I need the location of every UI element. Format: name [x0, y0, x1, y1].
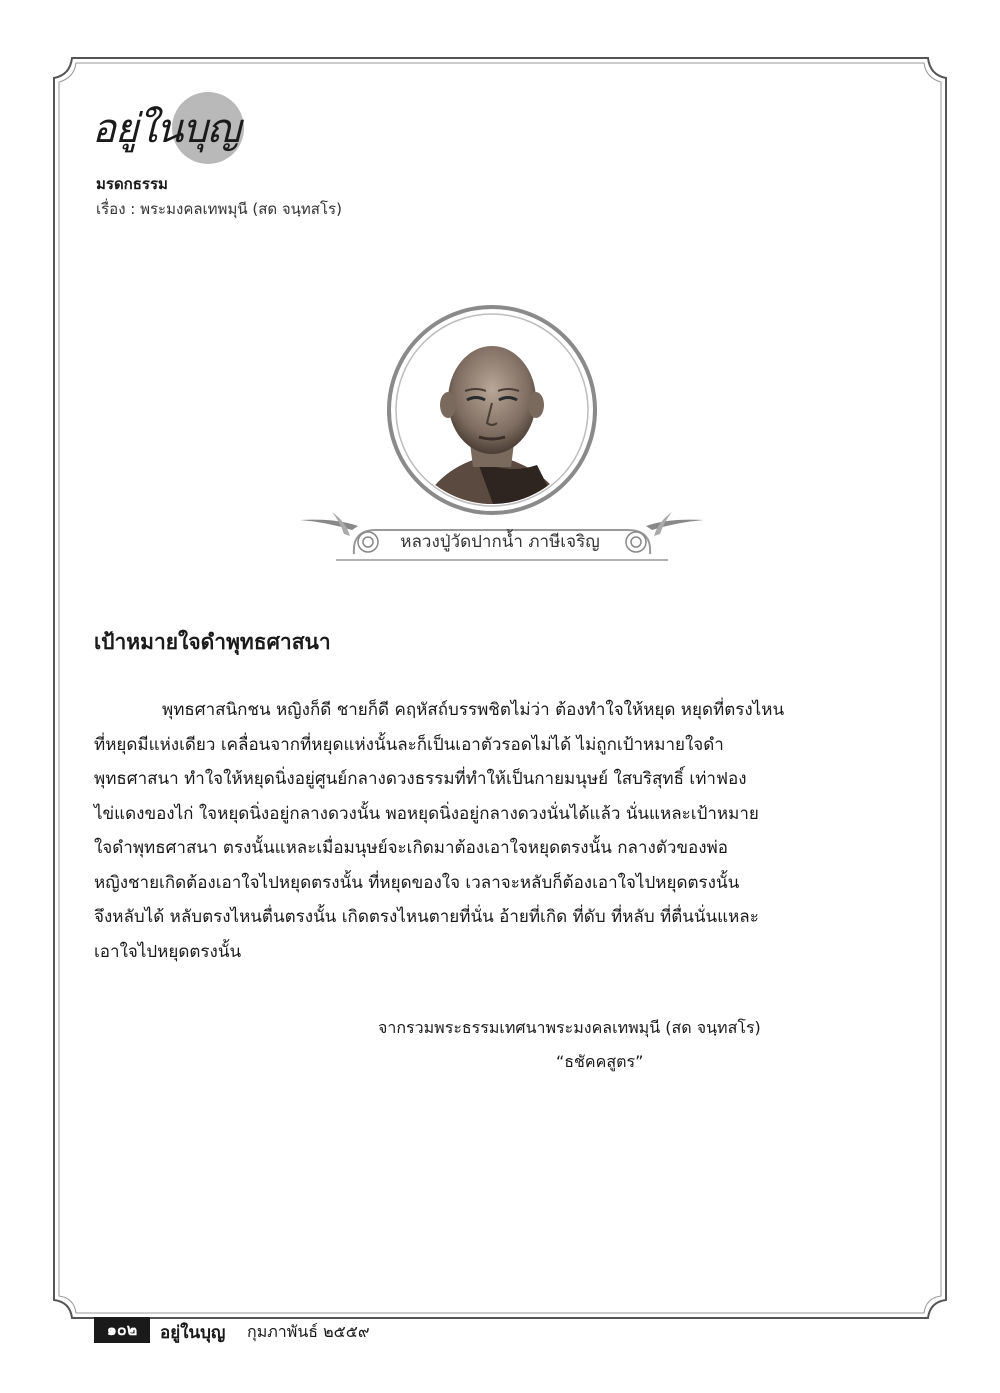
- portrait-caption: หลวงปู่วัดปากน้ำ ภาษีเจริญ: [400, 532, 600, 552]
- magazine-logo: อยู่ในบุญ: [92, 106, 240, 152]
- monk-portrait: [387, 305, 597, 515]
- section-label: มรดกธรรม: [96, 175, 168, 193]
- source-reference: จากรวมพระธรรมเทศนาพระมงคลเทพมุนี (สด จนฺทสโร): [378, 1018, 761, 1037]
- body-line: หญิงชายเกิดต้องเอาใจไปหยุดตรงนั้น ที่หยุดของใจ เวลาจะหลับก็ต้องเอาใจไปหยุดตรงนั้น: [94, 872, 740, 893]
- source-sutta-title: “ธชัคคสูตร”: [556, 1052, 644, 1071]
- body-line: ไข่แดงของไก่ ใจหยุดนิ่งอยู่กลางดวงนั้น พอหยุดนิ่งอยู่กลางดวงนั่นได้แล้ว นั่นแหละเป้าหมาย: [94, 803, 759, 824]
- body-line: ที่หยุดมีแห่งเดียว เคลื่อนจากที่หยุดแห่งนั้นละก็เป็นเอาตัวรอดไม่ได้ ไม่ถูกเป้าหมายใจดำ: [94, 734, 724, 755]
- body-line: จึงหลับได้ หลับตรงไหนตื่นตรงนั้น เกิดตรงไหนตายที่นั่น อ้ายที่เกิด ที่ดับ ที่หลับ ที่ตื่นนั่นแหละ: [94, 907, 759, 927]
- page-number: ๑๐๒: [94, 1317, 150, 1343]
- article-heading: เป้าหมายใจดำพุทธศาสนา: [94, 630, 331, 654]
- footer-magazine-title: อยู่ในบุญ: [160, 1323, 226, 1343]
- body-line: ใจดำพุทธศาสนา ตรงนั้นแหละเมื่อมนุษย์จะเกิดมาต้องเอาใจหยุดตรงนั้น กลางตัวของพ่อ: [94, 838, 728, 858]
- body-line: พุทธศาสนิกชน หญิงก็ดี ชายก็ดี คฤหัสถ์บรรพชิตไม่ว่า ต้องทำใจให้หยุด หยุดที่ตรงไหน: [162, 700, 785, 720]
- body-line: พุทธศาสนา ทำใจให้หยุดนิ่งอยู่ศูนย์กลางดวงธรรมที่ทำให้เป็นกายมนุษย์ ใสบริสุทธิ์ เท่าฟอง: [94, 769, 747, 789]
- story-byline: เรื่อง : พระมงคลเทพมุนี (สด จนฺทสโร): [96, 200, 342, 218]
- footer-issue-date: กุมภาพันธ์ ๒๕๕๙: [247, 1322, 370, 1341]
- body-line: เอาใจไปหยุดตรงนั้น: [94, 941, 242, 962]
- article-body: [94, 693, 884, 969]
